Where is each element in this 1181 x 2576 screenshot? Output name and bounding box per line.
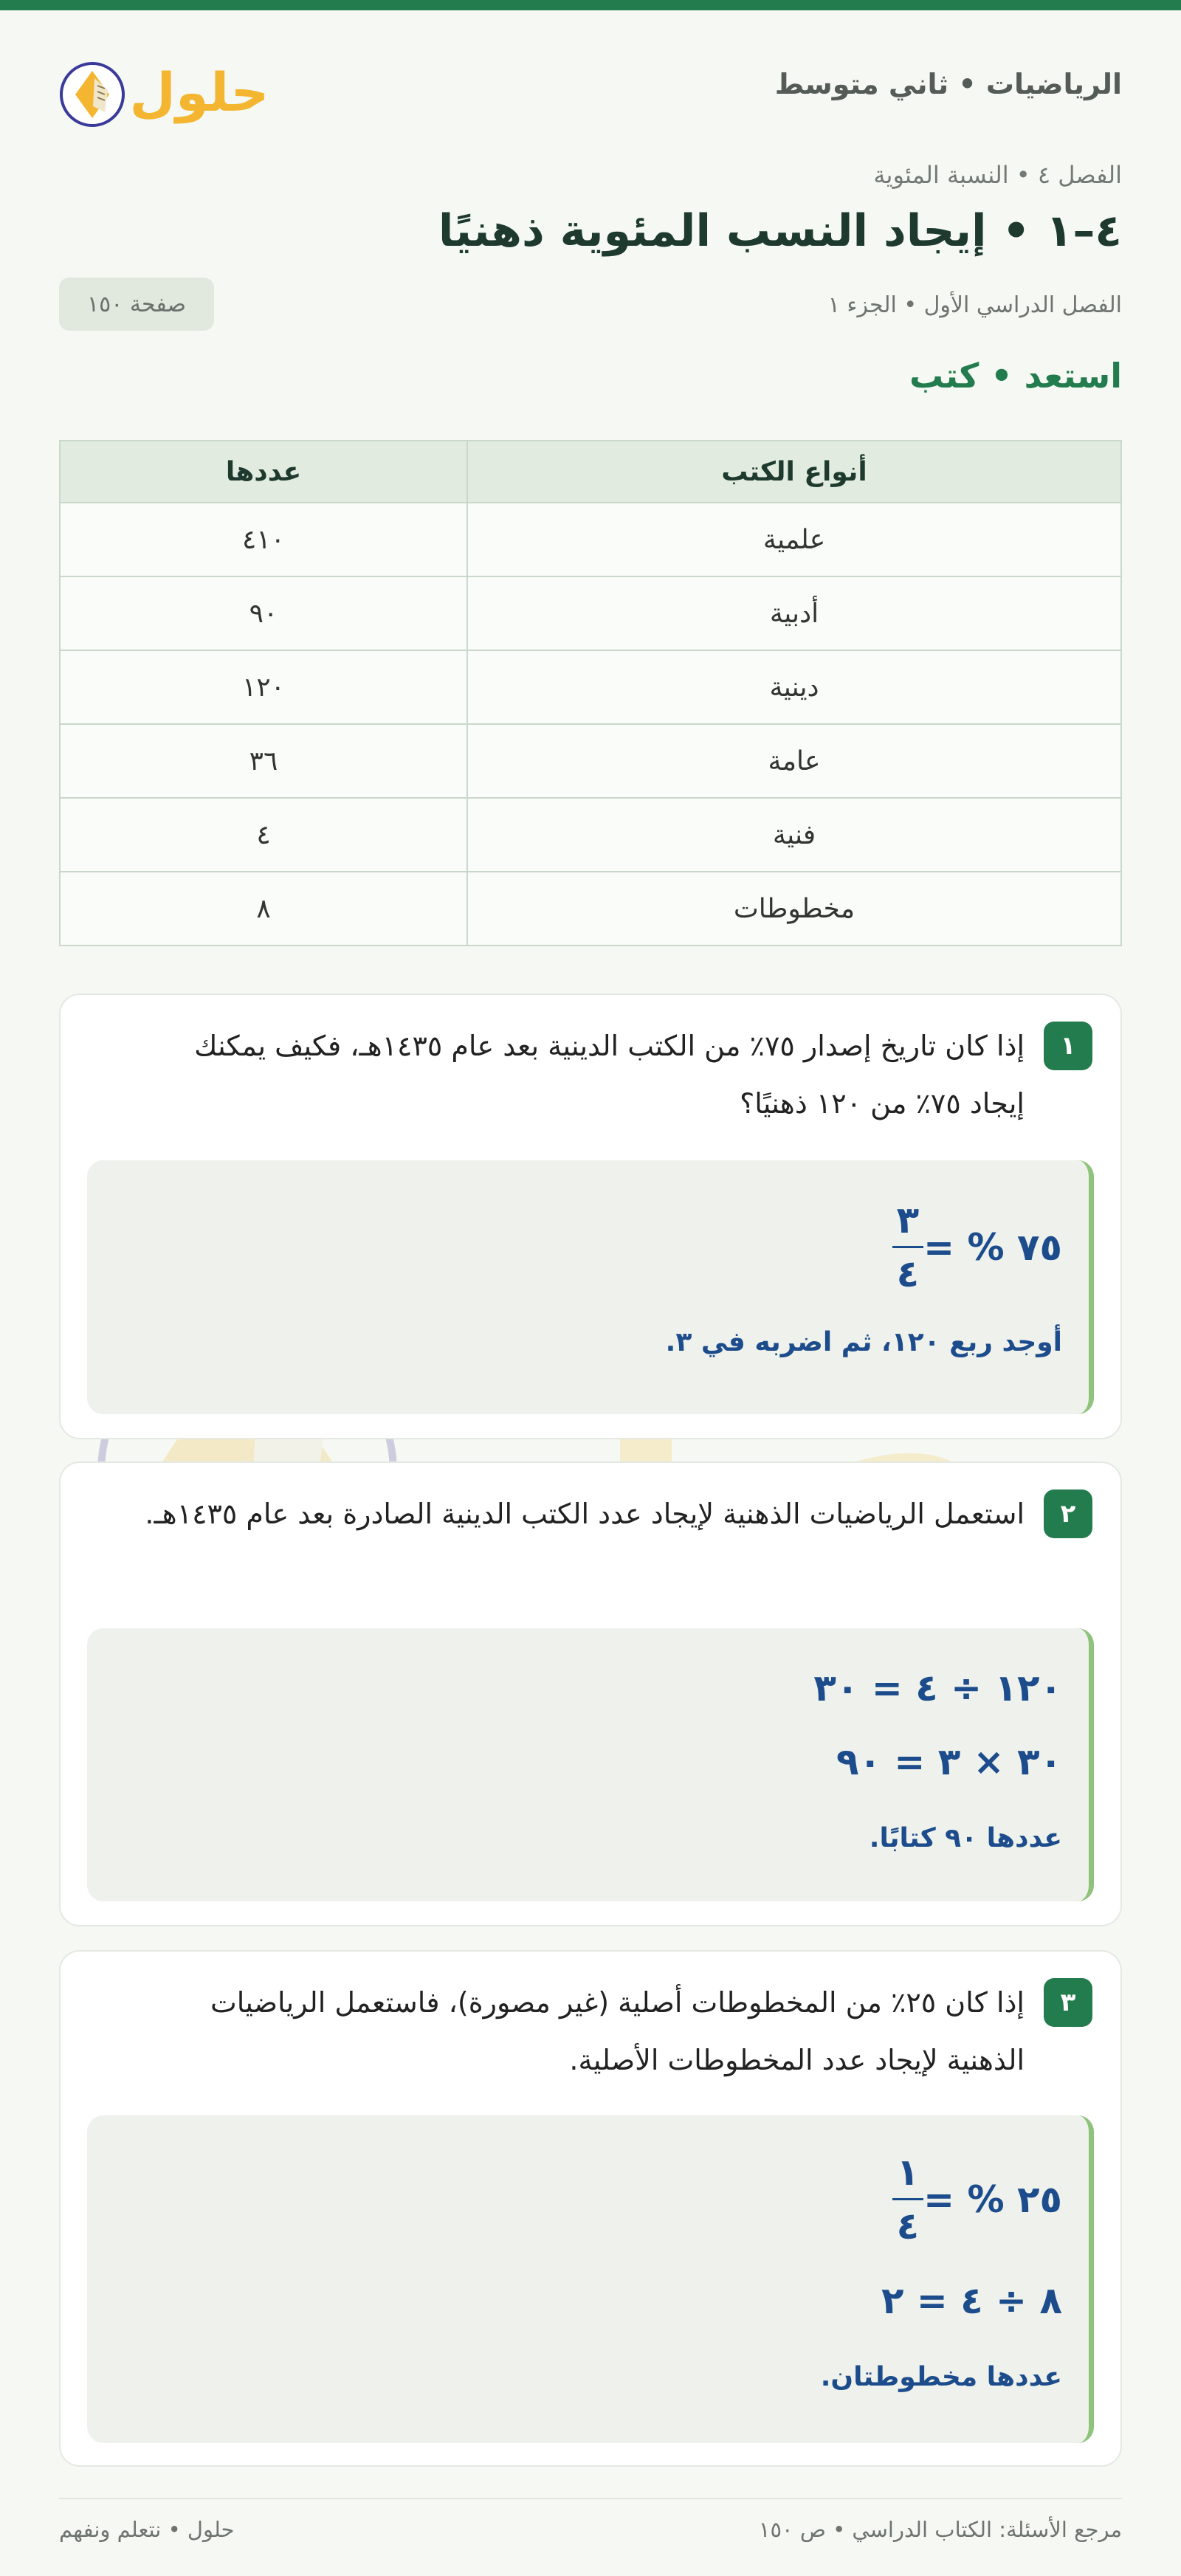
page-badge: صفحة ١٥٠ bbox=[59, 278, 214, 331]
question-text: استعمل الرياضيات الذهنية لإيجاد عدد الكتب الدينية الصادرة بعد عام ١٤٣٥هـ. bbox=[145, 1498, 1025, 1530]
question-card-2 bbox=[59, 1461, 1122, 1926]
book-type-cell: علمية bbox=[467, 503, 1121, 576]
equation-left: ٧٥ % = bbox=[923, 1225, 1062, 1269]
semester-label: الفصل الدراسي الأول • الجزء ١ bbox=[827, 292, 1122, 318]
footer-source: مرجع الأسئلة: الكتاب الدراسي • ص ١٥٠ bbox=[758, 2517, 1122, 2542]
question-number: ١ bbox=[1044, 1022, 1092, 1070]
equation-left: ٢٥ % = bbox=[923, 2177, 1062, 2221]
logo-icon bbox=[59, 52, 266, 133]
answer-note: أوجد ربع ١٢٠، ثم اضربه في ٣. bbox=[665, 1327, 1062, 1357]
page-title: ٤–١ • إيجاد النسب المئوية ذهنيًا bbox=[438, 205, 1122, 257]
table-row bbox=[60, 650, 1121, 724]
book-count-cell: ٩٠ bbox=[60, 576, 467, 650]
fraction-denominator: ٤ bbox=[892, 1246, 924, 1295]
book-count-cell: ٨ bbox=[60, 872, 467, 946]
logo-wordmark: حلول bbox=[129, 61, 266, 123]
fraction-denominator: ٤ bbox=[892, 2198, 924, 2248]
chapter-label: الفصل ٤ • النسبة المئوية bbox=[873, 161, 1122, 189]
answer-box bbox=[87, 1160, 1094, 1414]
answer-line-2: ٨ ÷ ٤ = ٢ bbox=[881, 2279, 1062, 2322]
fraction-numerator: ١ bbox=[896, 2151, 920, 2194]
answer-equation bbox=[881, 1199, 1062, 1295]
column-header-count: عددها bbox=[60, 441, 467, 503]
books-table bbox=[59, 440, 1122, 946]
page-header bbox=[59, 52, 1122, 133]
answer-line-2: ٣٠ × ٣ = ٩٠ bbox=[836, 1740, 1062, 1783]
book-type-cell: أدبية bbox=[467, 576, 1121, 650]
question-text: إذا كان تاريخ إصدار ٧٥٪ من الكتب الدينية بعد عام ١٤٣٥هـ، فكيف يمكنك إيجاد ٧٥٪ من ١٢٠ ذهنيًا؟ bbox=[194, 1030, 1025, 1120]
answer-note: عددها مخطوطتان. bbox=[820, 2362, 1062, 2392]
table-row bbox=[60, 798, 1121, 872]
question-card-3 bbox=[59, 1950, 1122, 2467]
book-type-cell: دينية bbox=[467, 650, 1121, 724]
site-logo[interactable] bbox=[59, 52, 266, 133]
question-number: ٣ bbox=[1044, 1978, 1092, 2027]
book-count-cell: ٣٦ bbox=[60, 724, 467, 798]
answer-note: عددها ٩٠ كتابًا. bbox=[869, 1823, 1062, 1853]
book-count-cell: ٤١٠ bbox=[60, 503, 467, 576]
book-type-cell: مخطوطات bbox=[467, 872, 1121, 946]
table-row bbox=[60, 872, 1121, 946]
footer-brand[interactable]: حلول • نتعلم ونفهم bbox=[59, 2517, 235, 2542]
section-heading: استعد • كتب bbox=[909, 356, 1122, 396]
answer-box bbox=[87, 1628, 1094, 1901]
table-row bbox=[60, 724, 1121, 798]
fraction bbox=[892, 2151, 924, 2248]
table-header-row bbox=[60, 441, 1121, 503]
fraction-numerator: ٣ bbox=[896, 1199, 920, 1241]
question-number: ٢ bbox=[1044, 1490, 1092, 1538]
book-count-cell: ١٢٠ bbox=[60, 650, 467, 724]
top-accent-bar bbox=[0, 0, 1181, 10]
book-type-cell: عامة bbox=[467, 724, 1121, 798]
column-header-type: أنواع الكتب bbox=[467, 441, 1121, 503]
fraction bbox=[892, 1199, 924, 1295]
question-text: إذا كان ٢٥٪ من المخطوطات أصلية (غير مصورة)، فاستعمل الرياضيات الذهنية لإيجاد عدد المخطوطات الأصلية. bbox=[210, 1986, 1025, 2076]
table-row bbox=[60, 576, 1121, 650]
subject-breadcrumb[interactable]: الرياضيات • ثاني متوسط bbox=[774, 68, 1122, 100]
table-row bbox=[60, 503, 1121, 576]
footer-divider bbox=[59, 2498, 1122, 2499]
book-type-cell: فنية bbox=[467, 798, 1121, 872]
book-count-cell: ٤ bbox=[60, 798, 467, 872]
answer-line-1: ١٢٠ ÷ ٤ = ٣٠ bbox=[813, 1667, 1062, 1709]
question-card-1 bbox=[59, 993, 1122, 1439]
answer-box bbox=[87, 2115, 1094, 2443]
answer-equation bbox=[881, 2151, 1062, 2248]
